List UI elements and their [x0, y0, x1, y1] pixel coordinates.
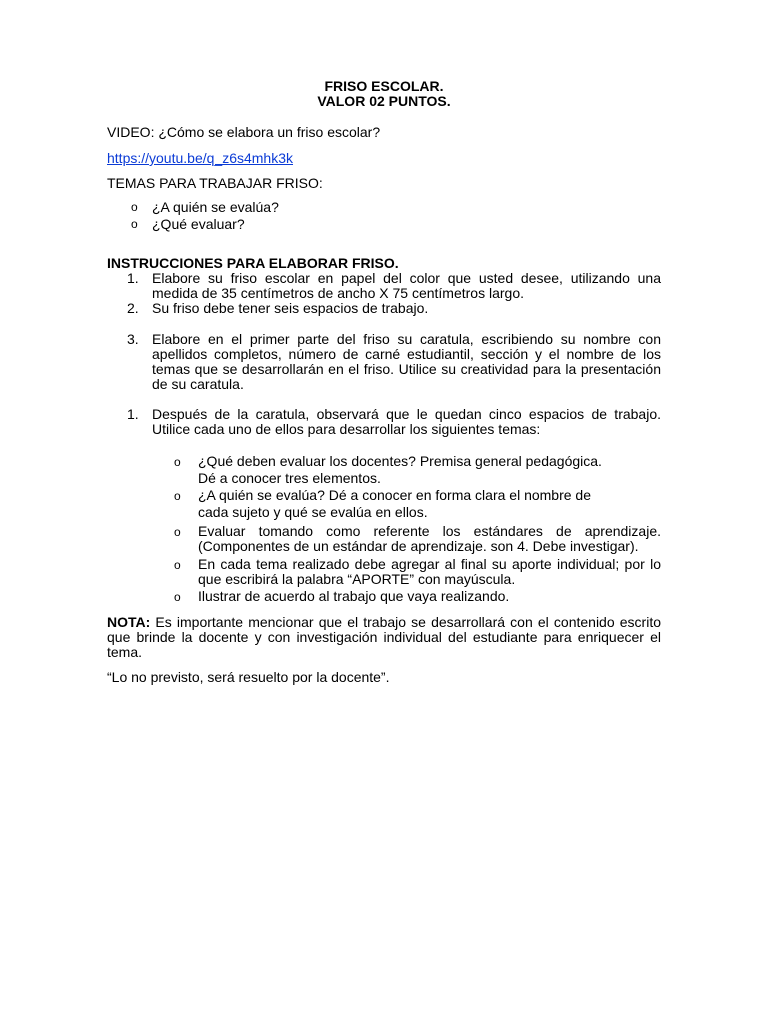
list-item — [107, 488, 661, 520]
list-item — [107, 524, 661, 554]
video-link[interactable] — [107, 151, 661, 166]
list-item — [107, 217, 661, 232]
closing-quote: “Lo no previsto, será resuelto por la docente”. — [107, 669, 390, 685]
list-item — [107, 557, 661, 587]
bullet-icon: o — [174, 525, 181, 539]
bullet-icon: o — [131, 217, 138, 231]
item-text: Después de la caratula, observará que le quedan cinco espacios de trabajo. Utilice cada uno de ellos para desarrollar los siguientes temas: — [152, 406, 661, 437]
list-item — [107, 589, 661, 604]
bullet-icon: o — [174, 558, 181, 572]
item-text: Elabore su friso escolar en papel del color que usted desee, utilizando una medida de 35 centímetros de ancho X 75 centímetros largo. — [152, 270, 661, 301]
title-line-2: VALOR 02 PUNTOS. — [317, 93, 451, 109]
nota-paragraph — [107, 615, 661, 660]
list-item-text — [198, 488, 661, 520]
instrucciones-list — [107, 271, 661, 437]
item-text: Su friso debe tener seis espacios de trabajo. — [152, 300, 429, 316]
line: cada sujeto y qué se evalúa en ellos. — [198, 504, 428, 520]
item-number: 2. — [127, 300, 139, 316]
line: ¿Qué deben evaluar los docentes? Premisa general pedagógica. — [198, 453, 602, 469]
list-item-text: En cada tema realizado debe agregar al final su aporte individual; por lo que escribirá la palabra “APORTE” con mayúscula. — [198, 556, 661, 587]
item-number: 3. — [127, 331, 139, 347]
list-item — [107, 454, 661, 486]
item-number: 1. — [127, 270, 139, 286]
numbered-item — [107, 301, 661, 316]
numbered-item — [107, 271, 661, 301]
page-title — [107, 79, 661, 109]
title-line-1: FRISO ESCOLAR. — [324, 78, 444, 94]
video-label: VIDEO: ¿Cómo se elabora un friso escolar? — [107, 124, 381, 140]
video-link-text[interactable]: https://youtu.be/q_z6s4mhk3k — [107, 150, 293, 166]
numbered-item — [107, 332, 661, 392]
bullet-icon: o — [174, 455, 181, 469]
list-item-text — [198, 454, 661, 486]
list-item — [107, 200, 661, 215]
numbered-item — [107, 407, 661, 437]
document-page — [107, 79, 661, 685]
list-item-text: Evaluar tomando como referente los estándares de aprendizaje. (Componentes de un estándar de aprendizaje. son 4. Debe investigar). — [198, 523, 661, 554]
nota-label: NOTA: — [107, 614, 151, 630]
list-item-text: ¿Qué evaluar? — [152, 216, 245, 232]
bullet-icon: o — [174, 489, 181, 503]
line: ¿A quién se evalúa? Dé a conocer en forma clara el nombre de — [198, 487, 592, 503]
bullet-icon: o — [174, 590, 181, 604]
list-item-text: ¿A quién se evalúa? — [152, 199, 279, 215]
list-item-text: Ilustrar de acuerdo al trabajo que vaya realizando. — [198, 588, 510, 604]
temas-heading: TEMAS PARA TRABAJAR FRISO: — [107, 175, 323, 191]
line: Dé a conocer tres elementos. — [198, 470, 381, 486]
subtopics-list — [107, 454, 661, 604]
nota-text: Es importante mencionar que el trabajo se desarrollará con el contenido escrito que brinde la docente y con investigación individual del estudiante para enriquecer el tema. — [107, 614, 661, 660]
item-text: Elabore en el primer parte del friso su caratula, escribiendo su nombre con apellidos completos, número de carné estudiantil, sección y el nombre de los temas que se desarrollarán en el friso. Utilice su creatividad para la presentación de su caratula. — [152, 331, 661, 392]
instrucciones-heading: INSTRUCCIONES PARA ELABORAR FRISO. — [107, 255, 399, 271]
temas-list — [107, 200, 661, 232]
item-number: 1. — [127, 406, 139, 422]
bullet-icon: o — [131, 200, 138, 214]
